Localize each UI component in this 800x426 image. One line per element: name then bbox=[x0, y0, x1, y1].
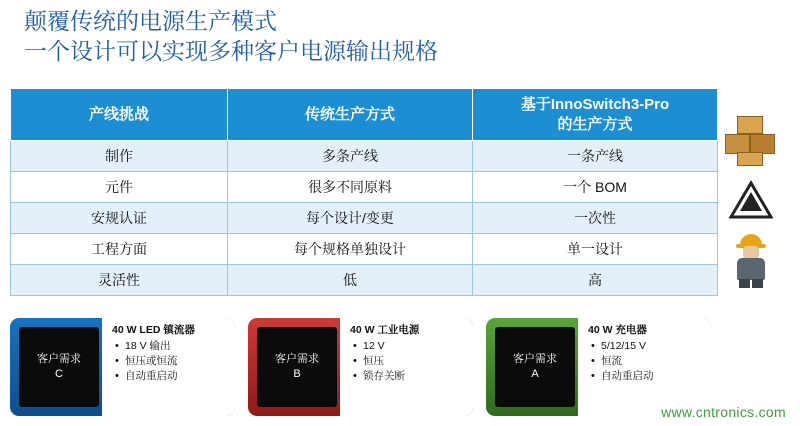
table-cell: 多条产线 bbox=[228, 141, 473, 172]
chip-letter: A bbox=[531, 368, 539, 380]
comparison-table bbox=[10, 88, 718, 296]
spec-bullet: • 恒压或恒流 bbox=[125, 354, 234, 369]
table-row bbox=[11, 172, 718, 203]
table-cell: 很多不同原料 bbox=[228, 172, 473, 203]
spec-bullet: • 锁存关断 bbox=[363, 369, 472, 384]
spec-bullet-list bbox=[344, 339, 472, 384]
spec-bullet-list bbox=[106, 339, 234, 384]
worker-icon bbox=[716, 234, 786, 288]
application-panel-b bbox=[248, 318, 473, 416]
table-header-cell-3-line2: 的生产方式 bbox=[557, 115, 633, 133]
watermark: www.cntronics.com bbox=[661, 404, 786, 420]
table-cell: 高 bbox=[473, 265, 718, 296]
spec-headline: 40 W 工业电源 bbox=[350, 324, 420, 336]
spec-headline: 40 W 充电器 bbox=[588, 324, 647, 336]
table-cell: 每个规格单独设计 bbox=[228, 234, 473, 265]
title-line-1: 颠覆传统的电源生产模式 bbox=[24, 8, 277, 34]
recycle-triangle-icon bbox=[716, 180, 786, 220]
application-panels bbox=[10, 318, 717, 416]
customer-requirement-chip-c bbox=[19, 327, 99, 407]
side-icon-column bbox=[716, 116, 786, 302]
panel-spec-a bbox=[582, 322, 710, 384]
chip-title: 客户需求 bbox=[513, 353, 557, 365]
spec-bullet: • 恒压 bbox=[363, 354, 472, 369]
page-title bbox=[24, 6, 438, 66]
application-panel-a bbox=[486, 318, 711, 416]
table-cell: 灵活性 bbox=[11, 265, 228, 296]
table-cell: 每个设计/变更 bbox=[228, 203, 473, 234]
application-panel-c bbox=[10, 318, 235, 416]
customer-requirement-chip-b bbox=[257, 327, 337, 407]
customer-requirement-chip-a bbox=[495, 327, 575, 407]
table-cell: 安规认证 bbox=[11, 203, 228, 234]
table-row bbox=[11, 234, 718, 265]
panel-spec-b bbox=[344, 322, 472, 384]
spec-bullet: • 5/12/15 V bbox=[601, 339, 710, 354]
title-line-2: 一个设计可以实现多种客户电源输出规格 bbox=[24, 38, 438, 64]
spec-bullet: • 18 V 输出 bbox=[125, 339, 234, 354]
table-cell: 一个 BOM bbox=[473, 172, 718, 203]
table-header-row bbox=[11, 89, 718, 141]
table-row bbox=[11, 203, 718, 234]
table-cell: 单一设计 bbox=[473, 234, 718, 265]
boxes-icon bbox=[716, 116, 786, 166]
table-cell: 一条产线 bbox=[473, 141, 718, 172]
chip-letter: B bbox=[293, 368, 301, 380]
table-cell: 工程方面 bbox=[11, 234, 228, 265]
table-header-cell-3 bbox=[473, 89, 718, 141]
table-cell: 低 bbox=[228, 265, 473, 296]
spec-bullet: • 自动重启动 bbox=[125, 369, 234, 384]
chip-title: 客户需求 bbox=[275, 353, 319, 365]
table-header-cell-3-line1: 基于InnoSwitch3-Pro bbox=[520, 95, 670, 113]
table-row bbox=[11, 141, 718, 172]
table-cell: 元件 bbox=[11, 172, 228, 203]
spec-headline: 40 W LED 镇流器 bbox=[112, 324, 195, 336]
table-header-cell-2: 传统生产方式 bbox=[228, 89, 473, 141]
table-cell: 一次性 bbox=[473, 203, 718, 234]
table-header-cell-1: 产线挑战 bbox=[11, 89, 228, 141]
table-row bbox=[11, 265, 718, 296]
spec-bullet: • 自动重启动 bbox=[601, 369, 710, 384]
table-cell: 制作 bbox=[11, 141, 228, 172]
chip-letter: C bbox=[55, 368, 63, 380]
spec-bullet: • 12 V bbox=[363, 339, 472, 354]
chip-title: 客户需求 bbox=[37, 353, 81, 365]
panel-spec-c bbox=[106, 322, 234, 384]
spec-bullet: • 恒流 bbox=[601, 354, 710, 369]
spec-bullet-list bbox=[582, 339, 710, 384]
